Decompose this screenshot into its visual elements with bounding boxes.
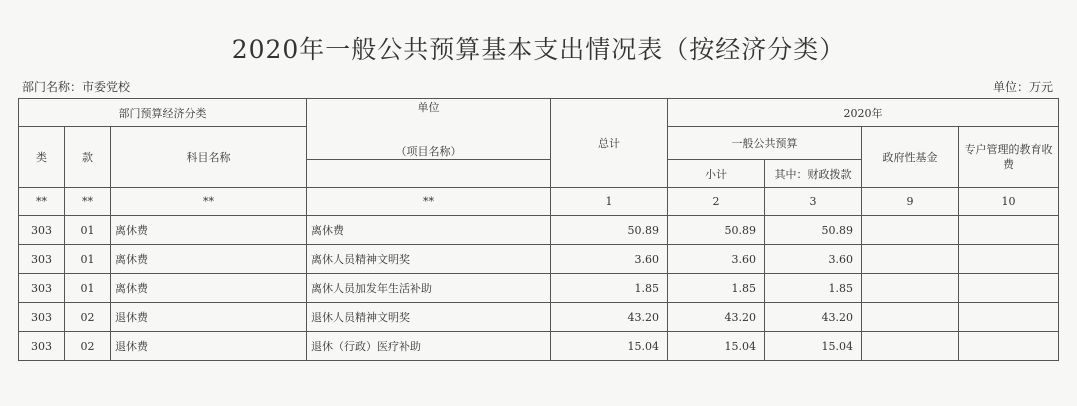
cell-total: 50.89 [551,216,668,245]
cell-lei: 303 [19,303,65,332]
table-row [19,303,1059,332]
table-row [19,274,1059,303]
cell-kuan: 01 [65,274,111,303]
cell-item: 退休人员精神文明奖 [307,303,551,332]
table-row [19,332,1059,361]
cell-fiscal: 43.20 [765,303,862,332]
header-edu-fee: 专户管理的教育收费 [959,127,1059,188]
header-kuan: 款 [65,127,111,188]
department-label: 部门名称： [22,80,83,94]
cell-item: 离休费 [307,216,551,245]
unit-line [993,78,1053,95]
cell-subject: 离休费 [111,245,307,274]
index-cell: ** [65,188,111,216]
cell-kuan: 02 [65,303,111,332]
header-econ-class: 部门预算经济分类 [19,99,307,127]
header-total: 总计 [551,99,668,188]
index-cell: 9 [862,188,959,216]
cell-kuan: 01 [65,216,111,245]
cell-gov-fund [862,303,959,332]
cell-subject: 离休费 [111,274,307,303]
cell-item: 离休人员精神文明奖 [307,245,551,274]
header-year: 2020年 [668,99,1059,127]
cell-gov-fund [862,216,959,245]
cell-subtotal: 50.89 [668,216,765,245]
unit-value: 万元 [1028,80,1053,94]
cell-item: 退休（行政）医疗补助 [307,332,551,361]
cell-edu-fee [959,245,1059,274]
header-fiscal: 其中：财政拨款 [765,160,862,188]
cell-edu-fee [959,274,1059,303]
cell-lei: 303 [19,216,65,245]
cell-total: 3.60 [551,245,668,274]
cell-subject: 离休费 [111,216,307,245]
cell-subject: 退休费 [111,332,307,361]
cell-edu-fee [959,216,1059,245]
cell-edu-fee [959,303,1059,332]
cell-edu-fee [959,332,1059,361]
cell-lei: 303 [19,274,65,303]
cell-subject: 退休费 [111,303,307,332]
cell-fiscal: 50.89 [765,216,862,245]
header-subject-name: 科目名称 [111,127,307,188]
header-gov-fund: 政府性基金 [862,127,959,188]
cell-total: 43.20 [551,303,668,332]
cell-subtotal: 1.85 [668,274,765,303]
cell-kuan: 02 [65,332,111,361]
header-unit [307,99,551,160]
index-cell: ** [307,188,551,216]
header-unit-spacer [307,160,551,188]
cell-total: 1.85 [551,274,668,303]
index-cell: 2 [668,188,765,216]
table-row [19,216,1059,245]
index-cell: 1 [551,188,668,216]
unit-label: 单位： [992,80,1029,94]
department-name: 市委党校 [82,80,131,94]
page-title: 2020年一般公共预算基本支出情况表（按经济分类） [231,35,846,64]
header-lei: 类 [19,127,65,188]
index-cell: 3 [765,188,862,216]
header-unit-title: 单位 [417,101,440,114]
header-unit-sub: （项目名称） [395,145,462,158]
cell-kuan: 01 [65,245,111,274]
cell-subtotal: 43.20 [668,303,765,332]
cell-subtotal: 3.60 [668,245,765,274]
cell-fiscal: 15.04 [765,332,862,361]
table-row [19,245,1059,274]
department-line [22,78,130,95]
cell-fiscal: 3.60 [765,245,862,274]
header-general-budget: 一般公共预算 [668,127,862,160]
cell-gov-fund [862,245,959,274]
cell-lei: 303 [19,245,65,274]
cell-subtotal: 15.04 [668,332,765,361]
index-row [19,188,1059,216]
index-cell: ** [111,188,307,216]
cell-item: 离休人员加发年生活补助 [307,274,551,303]
cell-gov-fund [862,274,959,303]
budget-table [18,98,1059,361]
index-cell: 10 [959,188,1059,216]
cell-lei: 303 [19,332,65,361]
cell-gov-fund [862,332,959,361]
index-cell: ** [19,188,65,216]
cell-fiscal: 1.85 [765,274,862,303]
header-subtotal: 小计 [668,160,765,188]
cell-total: 15.04 [551,332,668,361]
